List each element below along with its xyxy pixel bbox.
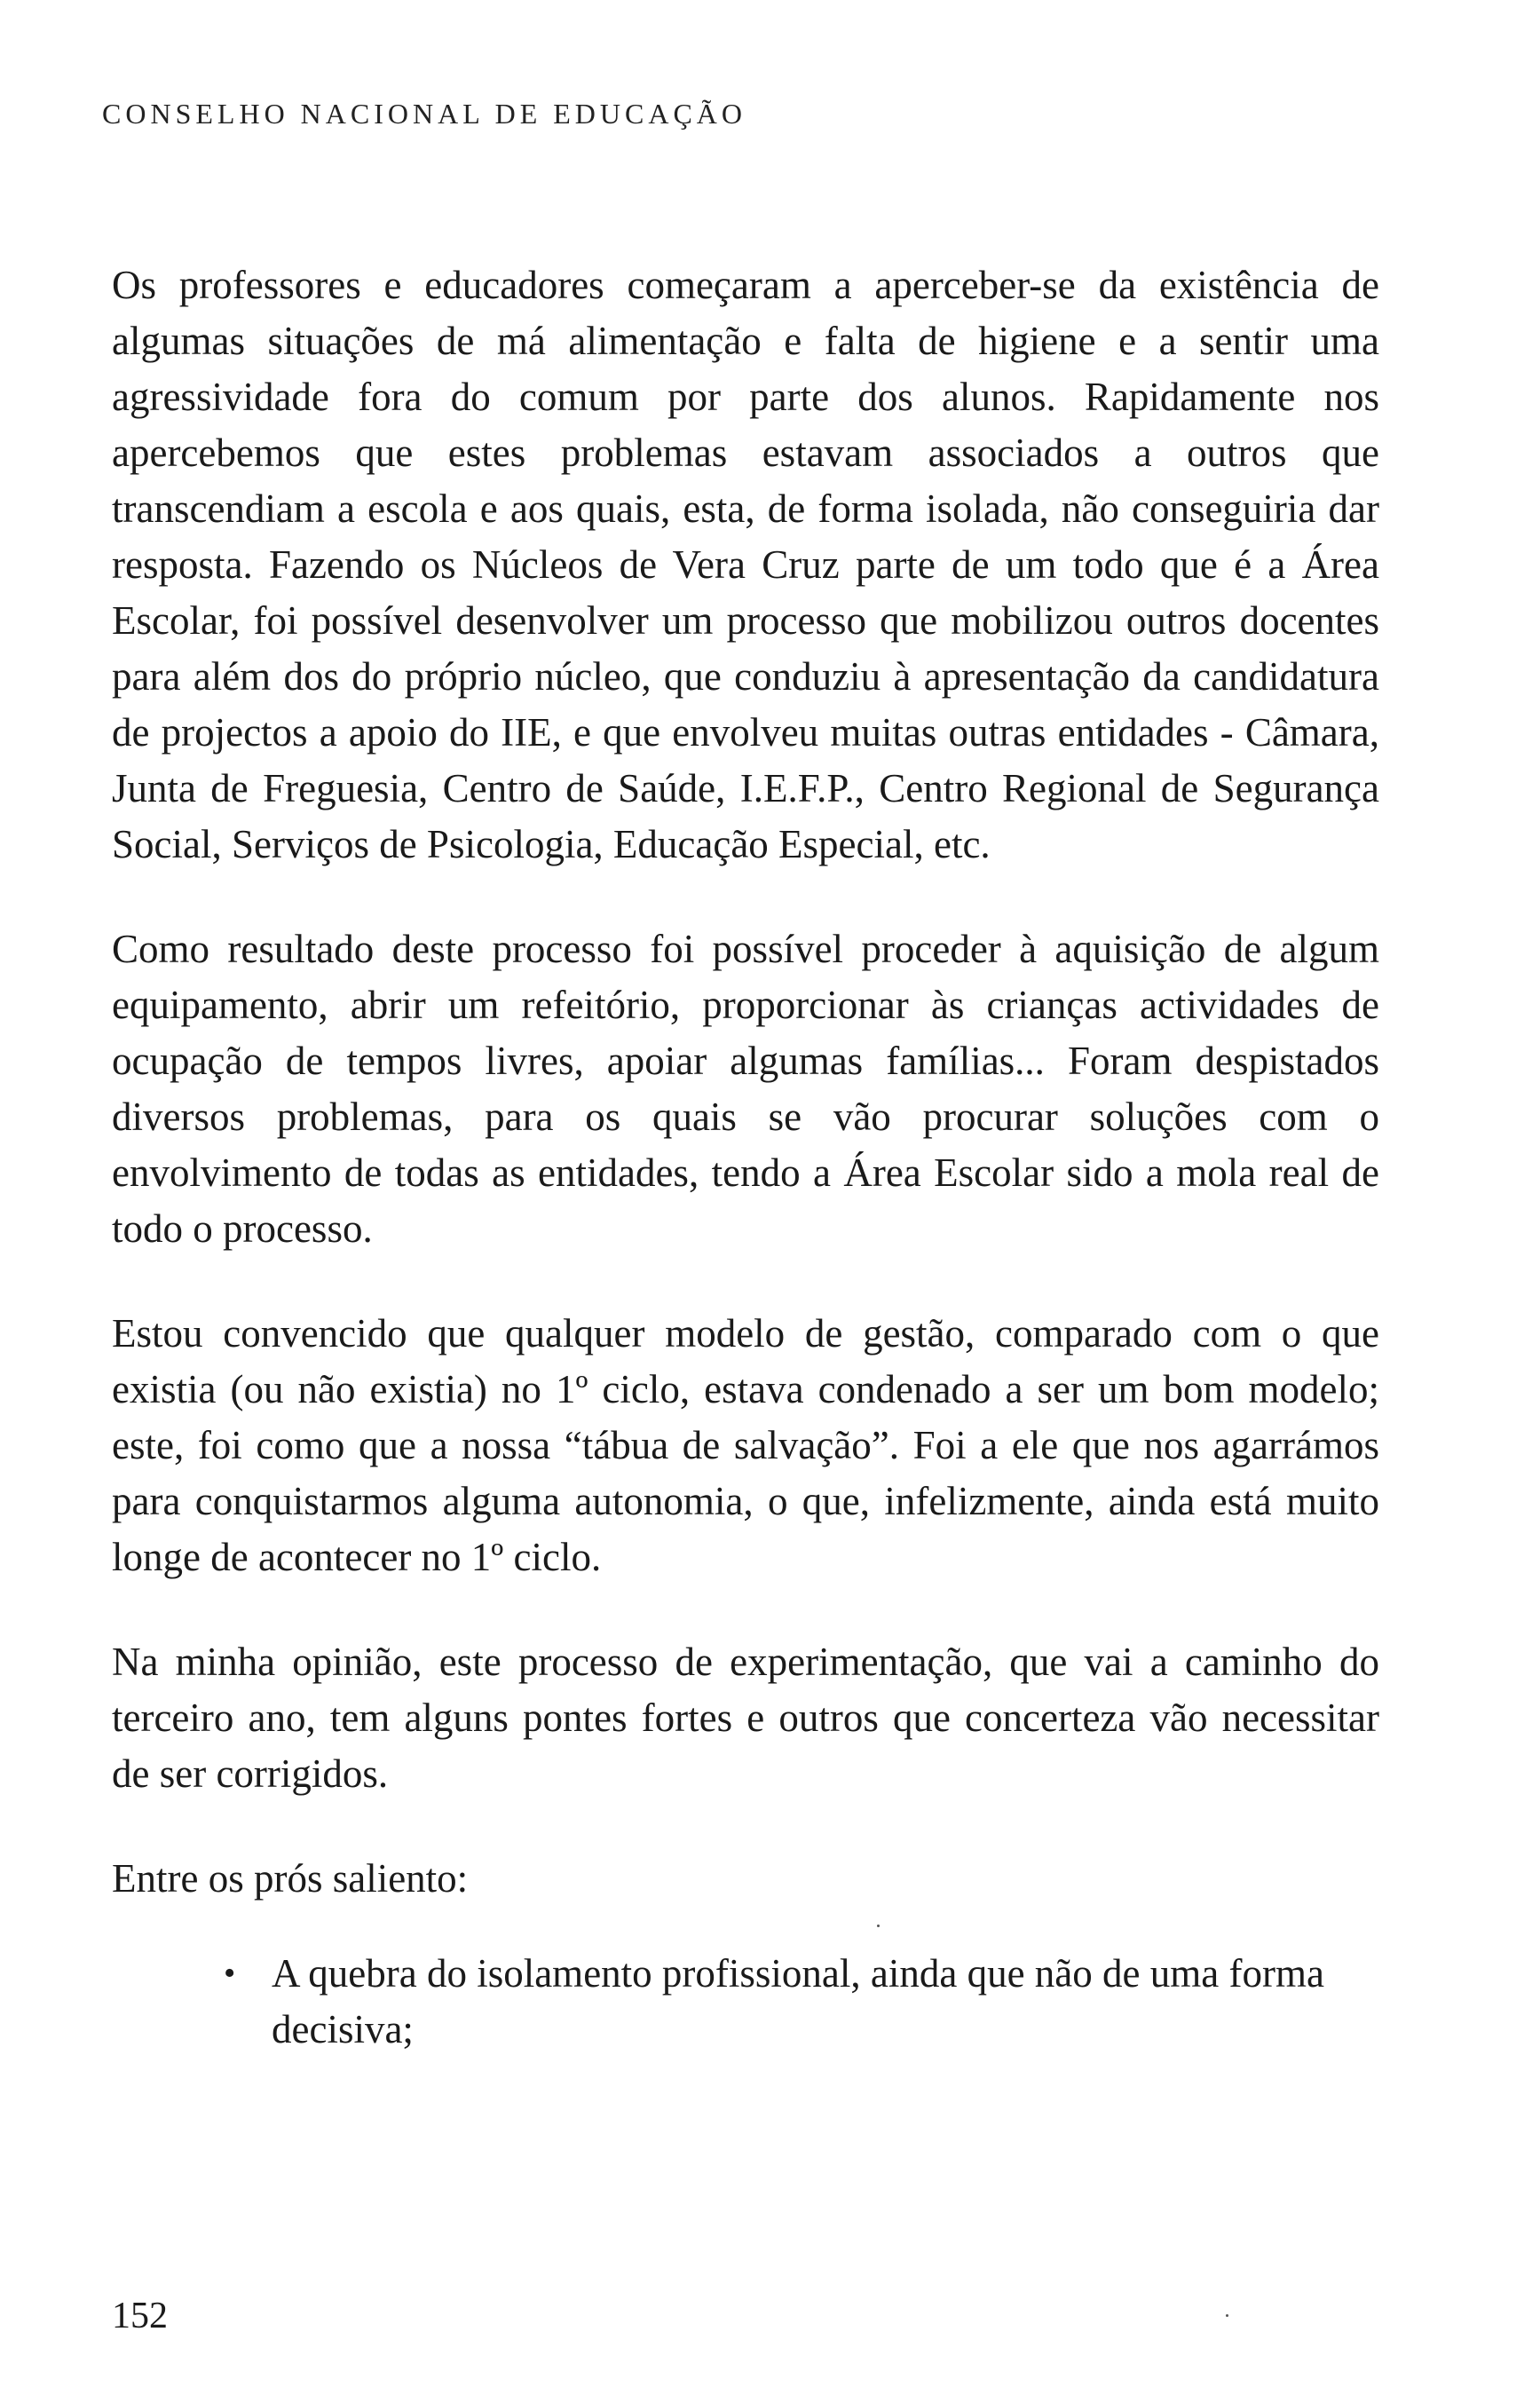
- list-item-text: A quebra do isolamento profissional, ainda que não de uma forma decisiva;: [272, 1951, 1324, 2051]
- paragraph: Na minha opinião, este processo de experimentação, que vai a caminho do terceiro ano, tem alguns pontes fortes e outros que concerteza vão necessitar de ser corrigidos.: [112, 1640, 1379, 1796]
- running-header: CONSELHO NACIONAL DE EDUCAÇÃO: [102, 98, 747, 130]
- paragraph: Estou convencido que qualquer modelo de gestão, comparado com o que existia (ou não existia) no 1º ciclo, estava condenado a ser um bom modelo; este, foi como que a nossa “tábua de salvação”. Foi a ele que nos agarrámos para conquistarmos alguma autonomia, o que, infelizmente, ainda está muito longe de acontecer no 1º ciclo.: [112, 1311, 1379, 1579]
- paragraph: Entre os prós saliento:: [112, 1856, 469, 1901]
- paragraph: Os professores e educadores começaram a aperceber-se da existência de algumas situações de má alimentação e falta de higiene e a sentir uma agressividade fora do comum por parte dos alunos. Rapidamente nos apercebemos que estes problemas estavam associados a outros que transcendiam a escola e aos quais, esta, de forma isolada, não conseguiria dar resposta. Fazendo os Núcleos de Vera Cruz parte de um todo que é a Área Escolar, foi possível desenvolver um processo que mobilizou outros docentes para além dos do próprio núcleo, que conduziu à apresentação da candidatura de projectos a apoio do IIE, e que envolveu muitas outras entidades - Câmara, Junta de Freguesia, Centro de Saúde, I.E.F.P., Centro Regional de Segurança Social, Serviços de Psicologia, Educação Especial, etc.: [112, 263, 1379, 866]
- paragraph: Como resultado deste processo foi possível proceder à aquisição de algum equipamento, abrir um refeitório, proporcionar às crianças actividades de ocupação de tempos livres, apoiar algumas famílias... Foram despistados diversos problemas, para os quais se vão procurar soluções com o envolvimento de todas as entidades, tendo a Área Escolar sido a mola real de todo o processo.: [112, 927, 1379, 1251]
- scan-speck: [877, 1925, 880, 1927]
- bullet-icon: •: [224, 1955, 236, 1992]
- body-text: [112, 257, 1379, 2058]
- page-number: 152: [112, 2296, 168, 2336]
- list-item: [224, 1946, 1379, 2058]
- scan-speck: [1226, 2314, 1228, 2317]
- bullet-list: [112, 1946, 1379, 2058]
